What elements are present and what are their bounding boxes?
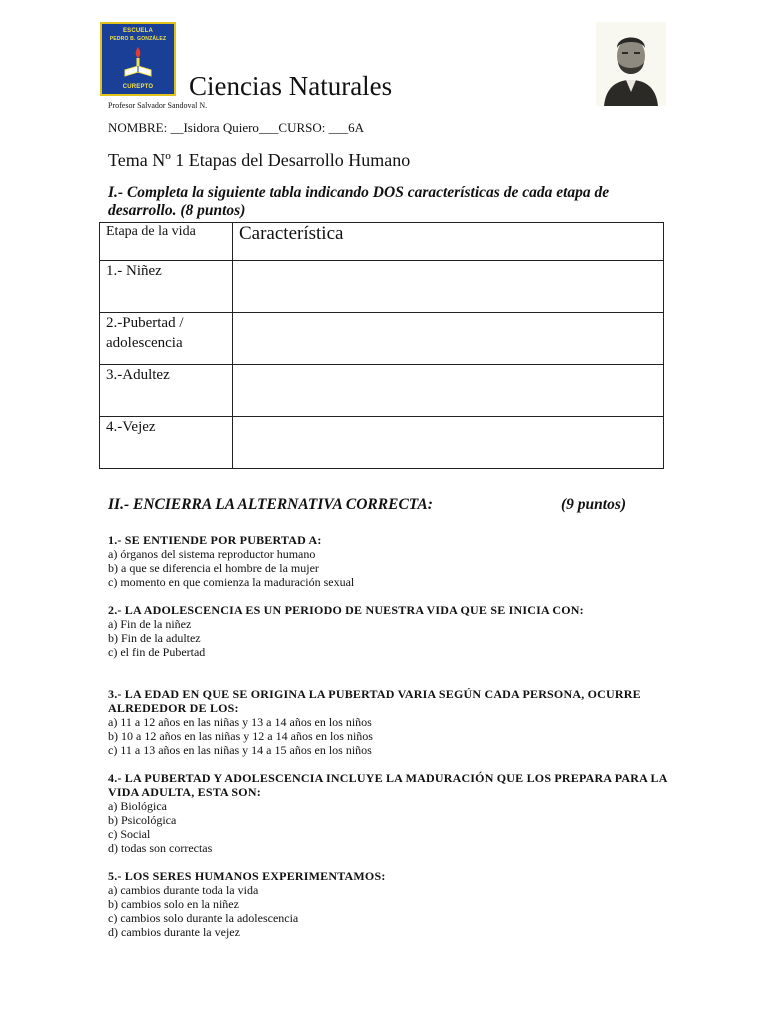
question-text: 4.- LA PUBERTAD Y ADOLESCENCIA INCLUYE LA MADURACIÓN QUE LOS PREPARA PARA LA VIDA ADULTA, ESTA SON:: [108, 771, 667, 799]
stage-cell: 4.-Vejez: [100, 417, 233, 469]
answer-option[interactable]: c) 11 a 13 años en las niñas y 14 a 15 años en los niños: [108, 743, 372, 757]
answer-option[interactable]: b) 10 a 12 años en las niñas y 12 a 14 años en los niños: [108, 729, 373, 743]
answer-option[interactable]: c) el fin de Pubertad: [108, 645, 206, 659]
column-header-stage: Etapa de la vida: [100, 223, 233, 261]
characteristic-answer-cell[interactable]: [233, 261, 664, 313]
characteristic-answer-cell[interactable]: [233, 365, 664, 417]
question-text: 1.- SE ENTIENDE POR PUBERTAD A:: [108, 533, 322, 547]
answer-option[interactable]: b) Psicológica: [108, 813, 177, 827]
question-block: [108, 771, 668, 855]
question-block: [108, 603, 668, 659]
stages-table: [99, 222, 664, 469]
answer-option[interactable]: a) cambios durante toda la vida: [108, 883, 259, 897]
question-text: 2.- LA ADOLESCENCIA ES UN PERIODO DE NUESTRA VIDA QUE SE INICIA CON:: [108, 603, 584, 617]
answer-option[interactable]: a) órganos del sistema reproductor humano: [108, 547, 316, 561]
table-row: [100, 365, 664, 417]
table-row: [100, 417, 664, 469]
question-block: [108, 533, 668, 589]
stage-cell: 3.-Adultez: [100, 365, 233, 417]
student-info: NOMBRE: __Isidora Quiero___CURSO: ___6A: [108, 120, 365, 135]
section2-points: (9 puntos): [561, 496, 627, 513]
answer-option[interactable]: c) momento en que comienza la maduración sexual: [108, 575, 355, 589]
professor-name: Profesor Salvador Sandoval N.: [108, 101, 208, 110]
table-header-row: [100, 223, 664, 261]
answer-option[interactable]: d) cambios durante la vejez: [108, 925, 240, 939]
section1-instruction: I.- Completa la siguiente tabla indicando DOS características de cada etapa de desarrollo. (8 puntos): [108, 184, 610, 219]
school-logo: [100, 22, 176, 96]
answer-option[interactable]: c) cambios solo durante la adolescencia: [108, 911, 299, 925]
portrait-image: [596, 22, 666, 106]
answer-option[interactable]: b) Fin de la adultez: [108, 631, 201, 645]
answer-option[interactable]: a) Fin de la niñez: [108, 617, 192, 631]
page-title: Ciencias Naturales: [189, 71, 393, 101]
logo-text-school: ESCUELA: [122, 28, 154, 34]
characteristic-answer-cell[interactable]: [233, 313, 664, 365]
answer-option[interactable]: a) 11 a 12 años en las niñas y 13 a 14 años en los niños: [108, 715, 372, 729]
answer-option[interactable]: a) Biológica: [108, 799, 167, 813]
stage-cell: 2.-Pubertad / adolescencia: [100, 313, 233, 365]
section2-title: II.- ENCIERRA LA ALTERNATIVA CORRECTA:: [108, 496, 433, 513]
answer-option[interactable]: d) todas son correctas: [108, 841, 213, 855]
answer-option[interactable]: b) a que se diferencia el hombre de la mujer: [108, 561, 319, 575]
logo-text-town: CUREPTO: [122, 84, 154, 90]
torch-book-icon: [120, 44, 156, 80]
logo-text-name: PEDRO B. GONZÁLEZ: [109, 36, 167, 42]
question-block: [108, 869, 668, 939]
column-header-characteristic: Característica: [233, 223, 664, 261]
question-text: 3.- LA EDAD EN QUE SE ORIGINA LA PUBERTAD VARIA SEGÚN CADA PERSONA, OCURRE ALREDEDOR DE LOS:: [108, 687, 641, 715]
topic-heading: Tema Nº 1 Etapas del Desarrollo Humano: [108, 150, 411, 170]
table-row: [100, 261, 664, 313]
characteristic-answer-cell[interactable]: [233, 417, 664, 469]
question-block: [108, 687, 668, 757]
stage-cell: 1.- Niñez: [100, 261, 233, 313]
table-row: [100, 313, 664, 365]
answer-option[interactable]: c) Social: [108, 827, 151, 841]
question-text: 5.- LOS SERES HUMANOS EXPERIMENTAMOS:: [108, 869, 386, 883]
answer-option[interactable]: b) cambios solo en la niñez: [108, 897, 239, 911]
